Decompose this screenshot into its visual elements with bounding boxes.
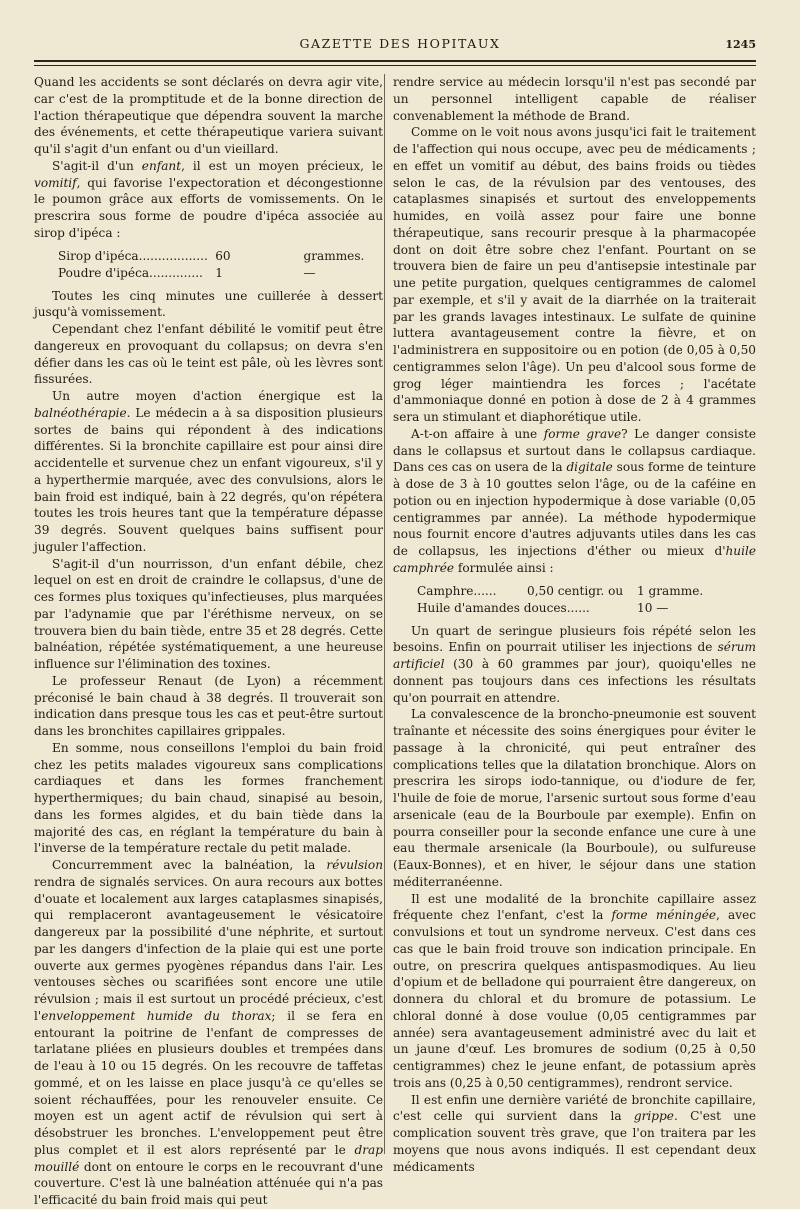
- journal-title: GAZETTE DES HOPITAUX: [299, 36, 501, 51]
- prescription-formula: [58, 248, 383, 282]
- ingredient-unit: 1 gramme.: [637, 583, 704, 598]
- left-column: [34, 74, 383, 1209]
- column-divider: [384, 74, 385, 1154]
- paragraph: Un quart de seringue plusieurs fois répété selon les besoins. Enfin on pourrait utiliser les injections de sérum artificiel (30 à 60 grammes par jour), quoiqu'elles ne donnent pas toujours dans ces infections les résultats qu'on pourrait en attendre.: [393, 623, 756, 705]
- paragraph: La convalescence de la broncho-pneumonie est souvent traînante et nécessite des soins énergiques pour éviter le passage à la chronicité, qui peut entraîner des complications telles que la dilatation bronchique. Alors on prescrira les sirops iodo-tannique, ou d'iodure de fer, l'huile de foie de morue, l'arsenic surtout sous forme d'eau arsenicale (eau de la Bourboule par exemple). Enfin on pourra conseiller pour la seconde enfance une cure à une eau thermale arsenicale (la Bourboule), ou sulfureuse (Eaux-Bonnes), et en hiver, le séjour dans une station méditerranéenne.: [393, 707, 756, 889]
- prescription-formula: [417, 583, 756, 617]
- paragraph: Cependant chez l'enfant débilité le vomitif peut être dangereux en provoquant du collapsus; on devra s'en défier dans les cas où le teint est pâle, où les lèvres sont fissurées.: [34, 322, 383, 387]
- paragraph: Il est une modalité de la bronchite capillaire assez fréquente chez l'enfant, c'est la forme méningée, avec convulsions et tout un syndrome nerveux. C'est dans ces cas que le bain froid trouve son indication principale. En outre, on prescrira quelques antispasmodiques. Au lieu d'opium et de belladone qui pourraient être dangereux, on donnera du chloral et du bromure de potassium. Le chloral donné à dose voulue (0,05 centigrammes par année) sera avantageusement administré avec du lait et un jaune d'œuf. Les bromures de sodium (0,25 à 0,50 centigrammes) chez le jeune enfant, de potassium après trois ans (0,25 à 0,50 centigrammes), rendront service.: [393, 891, 756, 1090]
- ingredient-name: Huile d'amandes douces......: [417, 600, 590, 615]
- right-column: [393, 74, 756, 1175]
- ingredient-amount: 1: [215, 265, 223, 280]
- paragraph: rendre service au médecin lorsqu'il n'est pas secondé par un personnel intelligent capable de réaliser convenablement la méthode de Brand.: [393, 75, 756, 123]
- paragraph: Le professeur Renaut (de Lyon) a récemment préconisé le bain chaud à 38 degrés. Il trouverait son indication dans presque tous les cas et peut-être surtout dans les bronchites capillaires grippales.: [34, 673, 383, 738]
- paragraph: S'agit-il d'un enfant, il est un moyen précieux, le vomitif, qui favorise l'expectoration et décongestionne le poumon grâce aux efforts de vomissements. On le prescrira sous forme de poudre d'ipéca associée au sirop d'ipéca :: [34, 158, 383, 240]
- header-rule-thin: [34, 65, 756, 66]
- ingredient-unit: —: [303, 265, 316, 280]
- formula-row: [58, 265, 383, 282]
- ingredient-amount: 60: [215, 248, 231, 263]
- paragraph: A-t-on affaire à une forme grave? Le danger consiste dans le collapsus et surtout dans le collapsus cardiaque. Dans ces cas on usera de la digitale sous forme de teinture à dose de 3 à 10 gouttes selon l'âge, ou de la caféine en potion ou en injection hypodermique à dose variable (0,05 centigrammes par année). La méthode hypodermique nous fournit encore d'autres adjuvants utiles dans les cas de collapsus, les injections d'éther ou mieux d'huile camphrée formulée ainsi :: [393, 426, 757, 575]
- formula-row: [58, 248, 383, 265]
- paragraph: S'agit-il d'un nourrisson, d'un enfant débile, chez lequel on est en droit de craindre le collapsus, d'une de ces formes plus toxiques qu'infectieuses, plus marquées par l'adynamie que par l'éréthisme nerveux, on se trouvera bien du bain tiède, entre 35 et 28 degrés. Cette balnéation, répétée systématiquement, a une heureuse influence sur l'élimination des toxines.: [34, 556, 383, 671]
- ingredient-name: Camphre......: [417, 583, 497, 598]
- formula-row: [417, 583, 756, 600]
- formula-row: [417, 600, 756, 617]
- header-rule-thick: [34, 60, 756, 62]
- ingredient-unit: 10 —: [637, 600, 669, 615]
- paragraph: Concurremment avec la balnéation, la révulsion rendra de signalés services. On aura recours aux bottes d'ouate et localement aux larges cataplasmes sinapisés, qui remplaceront avantageusement le vésicatoire dangereux par la possibilité d'une néphrite, et surtout par les dangers d'infection de la plaie qui est une porte ouverte aux germes pyogènes répandus dans l'air. Les ventouses sèches ou scarifiées sont encore une utile révulsion ; mais il est surtout un procédé précieux, c'est l'enveloppement humide du thorax; il se fera en entourant la poitrine de l'enfant de compresses de tarlatane pliées en plusieurs doubles et trempées dans de l'eau à 10 ou 15 degrés. On les recouvre de taffetas gommé, et on les laisse en place jusqu'à ce qu'elles se soient réchauffées, pour les renouveler ensuite. Ce moyen est un agent actif de révulsion qui sert à désobstruer les bronches. L'enveloppement peut être plus complet et il est alors représenté par le drap mouillé dont on entoure le corps en le recouvrant d'une couverture. C'est là une balnéation atténuée qui n'a pas l'efficacité du bain froid mais qui peut: [34, 858, 383, 1207]
- ingredient-name: Sirop d'ipéca..................: [58, 248, 208, 263]
- paragraph: En somme, nous conseillons l'emploi du bain froid chez les petits malades vigoureux sans complications cardiaques et dans les formes franchement hyperthermiques; du bain chaud, sinapisé au besoin, dans les formes algides, et du bain tiède dans la majorité des cas, en réglant la température du bain à l'inverse de la température rectale du petit malade.: [34, 740, 383, 856]
- page-number: 1245: [725, 38, 756, 51]
- paragraph: Quand les accidents se sont déclarés on devra agir vite, car c'est de la promptitude et de la bonne direction de l'action thérapeutique que dépendra souvent la marche des événements, et cette thérapeutique variera suivant qu'il s'agit d'un enfant ou d'un vieillard.: [34, 75, 383, 156]
- ingredient-unit: grammes.: [303, 248, 365, 263]
- paragraph: Toutes les cinq minutes une cuillerée à dessert jusqu'à vomissement.: [34, 288, 383, 320]
- ingredient-name: Poudre d'ipéca..............: [58, 265, 203, 280]
- ingredient-amount: 0,50 centigr. ou: [527, 583, 624, 598]
- paragraph: Comme on le voit nous avons jusqu'ici fait le traitement de l'affection qui nous occupe, avec peu de médicaments ; en effet un vomitif au début, des bains froids ou tièdes selon le cas, de la révulsion par des ventouses, des cataplasmes sinapisés et surtout des enveloppements humides, en voilà assez pour faire une bonne thérapeutique, sans recourir presque à la pharmacopée dont on doit être sobre chez l'enfant. Pourtant on se trouvera bien de faire un peu d'antisepsie intestinale par une petite purgation, quelques centigrammes de calomel par exemple, et s'il y avait de la diarrhée on la traiterait par les grands lavages intestinaux. Le sulfate de quinine luttera avantageusement contre la fièvre, et on l'administrera en suppositoire ou en potion (de 0,05 à 0,50 centigrammes selon l'âge). Un peu d'alcool sous forme de grog léger maintiendra les forces ; l'acétate d'ammoniaque donné en potion à dose de 2 à 4 grammes sera un stimulant et diaphorétique utile.: [393, 125, 756, 424]
- paragraph: Il est enfin une dernière variété de bronchite capillaire, c'est celle qui survient dans la grippe. C'est une complication souvent très grave, que l'on traitera par les moyens que nous avons indiqués. Il est cependant deux médicaments: [393, 1092, 756, 1174]
- paragraph: Un autre moyen d'action énergique est la balnéothérapie. Le médecin a à sa disposition plusieurs sortes de bains qui répondent à des indications différentes. Si la bronchite capillaire est pour ainsi dire accidentelle et survenue chez un enfant vigoureux, s'il y a hyperthermie marquée, avec des convulsions, alors le bain froid est indiqué, bain à 22 degrés, qu'on répétera toutes les trois heures tant que la température dépasse 39 degrés. Souvent quelques bains suffisent pour juguler l'affection.: [34, 389, 383, 554]
